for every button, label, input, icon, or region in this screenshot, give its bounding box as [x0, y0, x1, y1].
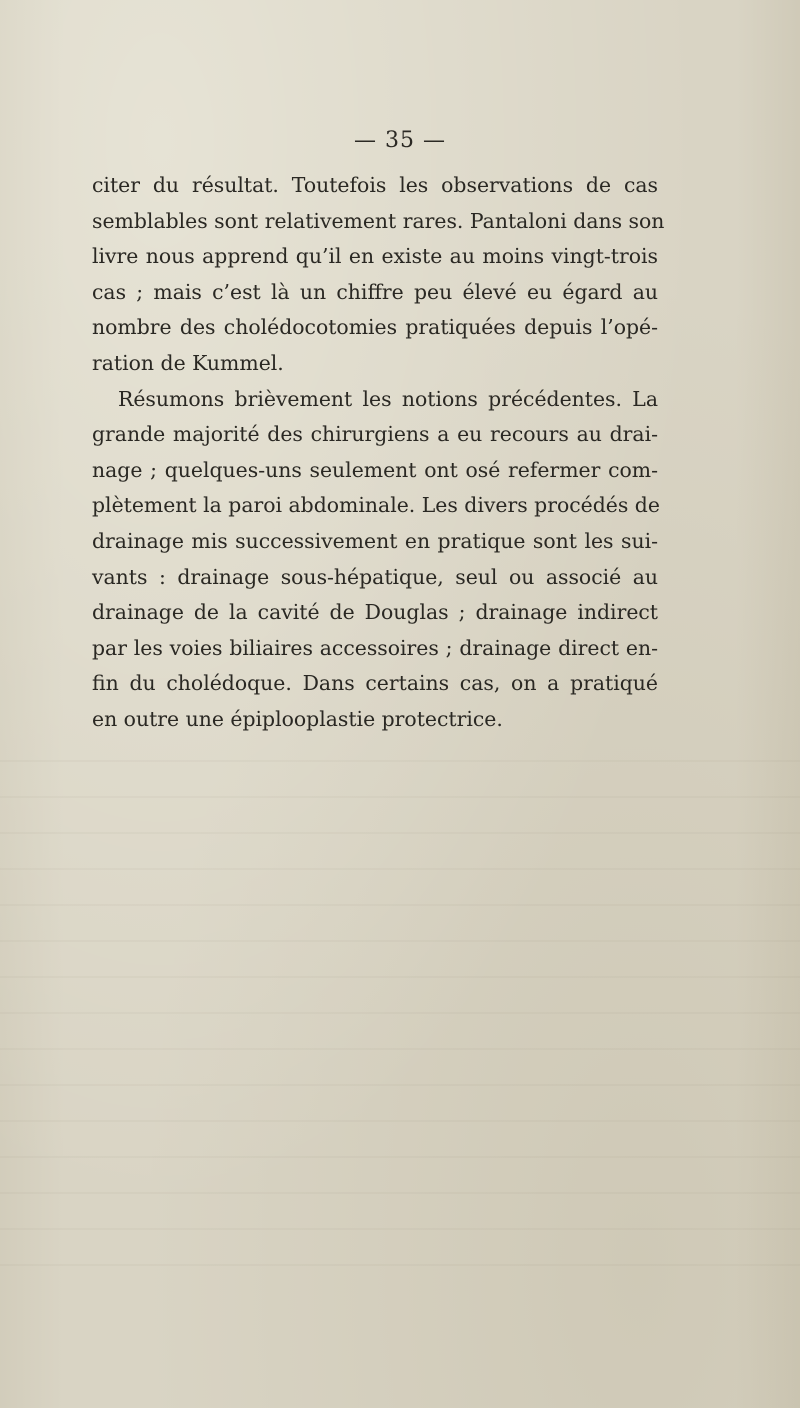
text-line: drainage mis successivement en pratique sont les sui-: [92, 528, 658, 553]
text-line: semblables sont relativement rares. Pantaloni dans son: [92, 208, 665, 233]
text-line: Résumons brièvement les notions précédentes. La: [118, 386, 658, 411]
page-number: — 35 —: [354, 128, 446, 153]
paragraph-2: [92, 382, 658, 738]
show-through-area: [0, 760, 800, 1300]
text-line: vants : drainage sous-hépatique, seul ou associé au: [92, 564, 658, 589]
paragraph-1: [92, 168, 665, 382]
text-line: par les voies biliaires accessoires ; drainage direct en-: [92, 635, 658, 660]
text-line: livre nous apprend qu’il en existe au moins vingt-trois: [92, 244, 658, 269]
text-line: grande majorité des chirurgiens a eu recours au drai-: [92, 422, 658, 447]
text-line: cas ; mais c’est là un chiffre peu élevé eu égard au: [92, 279, 658, 304]
body-text: [92, 168, 665, 738]
text-line: fin du cholédoque. Dans certains cas, on a pratiqué: [92, 671, 658, 696]
text-line: ration de Kummel.: [92, 350, 284, 375]
text-line: en outre une épiplooplastie protectrice.: [92, 706, 503, 731]
text-line: plètement la paroi abdominale. Les divers procédés de: [92, 493, 660, 518]
text-line: nombre des cholédocotomies pratiquées depuis l’opé-: [92, 315, 658, 340]
text-line: nage ; quelques-uns seulement ont osé refermer com-: [92, 457, 658, 482]
text-line: citer du résultat. Toutefois les observations de cas: [92, 173, 658, 197]
text-line: drainage de la cavité de Douglas ; drainage indirect: [92, 600, 658, 625]
